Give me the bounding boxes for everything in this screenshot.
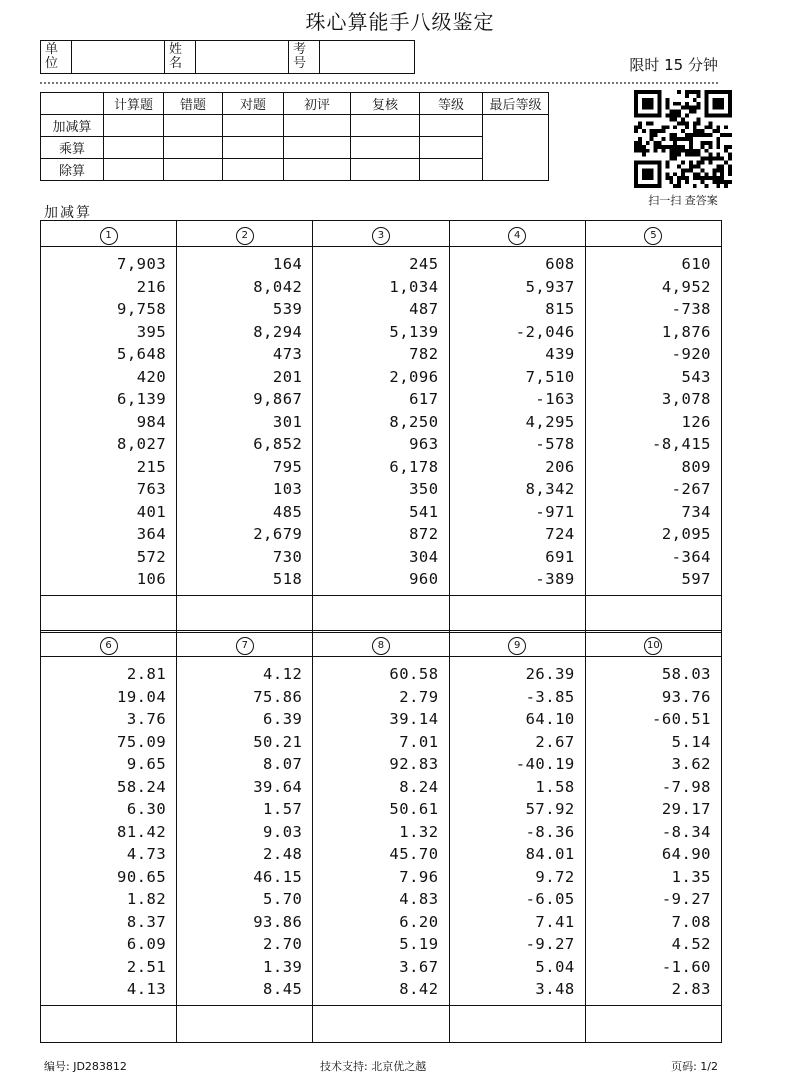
- question-column: [177, 247, 313, 596]
- final-grade-cell[interactable]: [483, 115, 549, 181]
- question-number-value: 29.17: [661, 800, 711, 818]
- section-title: 加减算: [44, 205, 92, 221]
- question-number-value: 2.67: [535, 732, 575, 751]
- question-number-value: 8.07: [263, 755, 303, 773]
- question-number-value: 1.57: [263, 800, 303, 818]
- question-number: 2: [236, 227, 254, 245]
- question-number-value: 473: [272, 345, 303, 363]
- question-header: [41, 631, 177, 657]
- question-number-value: -1.60: [661, 957, 711, 976]
- question-number-value: -163: [535, 390, 575, 408]
- question-number-value: -9.27: [661, 890, 711, 908]
- score-cell[interactable]: [351, 159, 420, 181]
- question-number-value: 617: [409, 390, 439, 408]
- score-cell[interactable]: [104, 137, 164, 159]
- question-number-value: 3.62: [671, 755, 711, 773]
- question-number-value: 1.35: [671, 867, 711, 886]
- question-number-value: 75.86: [253, 687, 303, 706]
- question-header: [585, 631, 721, 657]
- question-number: 9: [508, 637, 526, 655]
- question-number-value: 3,078: [661, 390, 711, 408]
- question-number-value: 691: [545, 547, 575, 566]
- question-number-value: 50.61: [389, 800, 439, 818]
- question-number-value: 809: [681, 457, 711, 476]
- question-number-value: 984: [136, 412, 167, 431]
- question-number-value: 2.51: [126, 957, 167, 976]
- question-number: 8: [372, 637, 390, 655]
- score-cell[interactable]: [420, 137, 483, 159]
- question-number-value: 518: [272, 570, 303, 588]
- question-column: [313, 247, 449, 596]
- question-number-value: -6.05: [525, 890, 575, 908]
- score-cell[interactable]: [164, 159, 223, 181]
- question-number-value: 963: [409, 435, 439, 453]
- question-number-value: 46.15: [253, 867, 303, 886]
- question-header: [177, 221, 313, 247]
- question-number-value: 4,295: [525, 412, 575, 431]
- question-number: 5: [644, 227, 662, 245]
- answer-cell[interactable]: [585, 596, 721, 633]
- score-header: 初评: [284, 93, 351, 115]
- serial-number: 编号: JD283812: [44, 1060, 127, 1073]
- question-number-value: 6,178: [389, 457, 439, 476]
- score-header-empty: [41, 93, 104, 115]
- question-number-value: 7.01: [399, 732, 439, 751]
- question-number-value: 1,034: [389, 277, 439, 296]
- question-number-value: 9.65: [126, 755, 167, 773]
- score-row-label: 除算: [41, 159, 104, 181]
- question-number-value: 3.67: [399, 957, 439, 976]
- answer-cell[interactable]: [449, 1006, 585, 1043]
- question-number-value: 103: [272, 480, 303, 498]
- question-number-value: 58.03: [661, 665, 711, 683]
- question-number-value: 364: [136, 525, 167, 543]
- question-number-value: 872: [409, 525, 439, 543]
- question-number-value: 724: [545, 525, 575, 543]
- question-number-value: 539: [272, 300, 303, 318]
- question-number-value: 19.04: [117, 687, 167, 706]
- tech-support: 技术支持: 北京优之越: [320, 1060, 427, 1073]
- score-table: [40, 92, 549, 181]
- question-number-value: 93.86: [253, 912, 303, 931]
- question-number-value: 5.19: [399, 935, 439, 953]
- name-field[interactable]: [196, 41, 289, 74]
- question-number-value: 8,027: [117, 435, 167, 453]
- question-number-value: 5.14: [671, 732, 711, 751]
- question-number-value: 126: [681, 412, 711, 431]
- page-title: 珠心算能手八级鉴定: [305, 10, 495, 34]
- question-number-value: 5,139: [389, 322, 439, 341]
- question-number: 1: [100, 227, 118, 245]
- question-number-value: 763: [136, 480, 167, 498]
- question-number-value: 5,648: [117, 345, 167, 363]
- question-number-value: 90.65: [117, 867, 167, 886]
- question-number-value: 7.08: [671, 912, 711, 931]
- question-number-value: 7,903: [117, 255, 167, 273]
- question-number-value: 8.42: [399, 980, 439, 998]
- question-number-value: 730: [272, 547, 303, 566]
- answer-cell[interactable]: [585, 1006, 721, 1043]
- question-number-value: 4,952: [661, 277, 711, 296]
- question-number-value: 3.76: [126, 710, 167, 728]
- score-cell[interactable]: [420, 115, 483, 137]
- question-number-value: 5.04: [535, 957, 575, 976]
- question-number-value: -2,046: [515, 322, 575, 341]
- question-number-value: 1,876: [661, 322, 711, 341]
- question-number-value: 81.42: [117, 822, 167, 841]
- question-number-value: 39.64: [253, 777, 303, 796]
- score-cell[interactable]: [223, 159, 284, 181]
- question-number-value: -920: [671, 345, 711, 363]
- question-column: [585, 657, 721, 1006]
- question-number-value: 206: [545, 457, 575, 476]
- question-number-value: 9,758: [117, 300, 167, 318]
- question-number-value: 6.09: [126, 935, 167, 953]
- question-group-2: [40, 630, 722, 1043]
- question-column: [449, 657, 585, 1006]
- question-number-value: 2,095: [661, 525, 711, 543]
- question-number-value: 2.83: [671, 980, 711, 998]
- exam-no-label: [289, 41, 320, 74]
- question-header: [449, 631, 585, 657]
- question-number-value: -8.36: [525, 822, 575, 841]
- question-number-value: 420: [136, 367, 167, 386]
- score-cell[interactable]: [351, 137, 420, 159]
- answer-cell[interactable]: [313, 596, 449, 633]
- question-column: [41, 657, 177, 1006]
- question-number: 6: [100, 637, 118, 655]
- question-number-value: 1.39: [263, 957, 303, 976]
- question-number-value: -60.51: [652, 710, 711, 728]
- question-number-value: 1.32: [399, 822, 439, 841]
- question-number-value: 795: [272, 457, 303, 476]
- question-number-value: 8.24: [399, 777, 439, 796]
- qr-caption: 扫一扫 查答案: [648, 194, 718, 207]
- score-header: 错题: [164, 93, 223, 115]
- question-number-value: 8,250: [389, 412, 439, 431]
- time-limit: 限时 15 分钟: [629, 56, 718, 74]
- question-number-value: -389: [535, 570, 575, 588]
- question-number-value: 8,042: [253, 277, 303, 296]
- question-number-value: 2.48: [263, 845, 303, 863]
- unit-label-text: 单 位: [45, 42, 59, 71]
- question-number-value: 395: [136, 322, 167, 341]
- question-number-value: 6.39: [263, 710, 303, 728]
- question-header: [449, 221, 585, 247]
- question-header: [313, 221, 449, 247]
- question-number-value: -40.19: [515, 755, 575, 773]
- question-number-value: 7,510: [525, 367, 575, 386]
- score-cell[interactable]: [223, 137, 284, 159]
- question-header: [41, 221, 177, 247]
- question-number-value: 2.70: [263, 935, 303, 953]
- score-header: 等级: [420, 93, 483, 115]
- question-column: [41, 247, 177, 596]
- question-header: [585, 221, 721, 247]
- question-number-value: 487: [409, 300, 439, 318]
- question-number-value: 6.20: [399, 912, 439, 931]
- score-cell[interactable]: [351, 115, 420, 137]
- question-number-value: -8.34: [661, 822, 711, 841]
- question-number-value: 4.73: [126, 845, 167, 863]
- question-number-value: 106: [136, 570, 167, 588]
- question-number-value: 485: [272, 502, 303, 521]
- question-number-value: -8,415: [652, 435, 711, 453]
- question-number-value: 610: [681, 255, 711, 273]
- question-header: [313, 631, 449, 657]
- question-number-value: 815: [545, 300, 575, 318]
- question-number-value: 92.83: [389, 755, 439, 773]
- question-number-value: 45.70: [389, 845, 439, 863]
- question-number-value: 8.45: [263, 980, 303, 998]
- question-group-1: [40, 220, 722, 633]
- question-number-value: 64.90: [661, 845, 711, 863]
- question-number-value: 734: [681, 502, 711, 521]
- question-number-value: -267: [671, 480, 711, 498]
- question-column: [585, 247, 721, 596]
- exam-no-label-text: 考 号: [293, 42, 307, 71]
- question-number-value: 50.21: [253, 732, 303, 751]
- score-header: 最后等级: [483, 93, 549, 115]
- candidate-info-box: [40, 40, 415, 74]
- score-cell[interactable]: [104, 115, 164, 137]
- question-number-value: 164: [272, 255, 303, 273]
- question-number-value: 543: [681, 367, 711, 386]
- question-number-value: 597: [681, 570, 711, 588]
- question-number-value: 39.14: [389, 710, 439, 728]
- dotted-divider: [40, 82, 718, 84]
- score-cell[interactable]: [164, 137, 223, 159]
- question-number-value: 2.81: [126, 665, 167, 683]
- score-row-label: 加减算: [41, 115, 104, 137]
- question-number-value: 216: [136, 277, 167, 296]
- question-number-value: 8,342: [525, 480, 575, 498]
- question-number-value: 26.39: [525, 665, 575, 683]
- question-number-value: 5.70: [263, 890, 303, 908]
- question-number-value: 3.48: [535, 980, 575, 998]
- question-number-value: 9.03: [263, 822, 303, 841]
- question-number-value: 9,867: [253, 390, 303, 408]
- qr-code-icon[interactable]: [634, 90, 732, 188]
- question-number-value: 9.72: [535, 867, 575, 886]
- question-number-value: 57.92: [525, 800, 575, 818]
- question-column: [313, 657, 449, 1006]
- question-number-value: 215: [136, 457, 167, 476]
- question-number-value: 93.76: [661, 687, 711, 706]
- answer-cell[interactable]: [41, 1006, 177, 1043]
- question-number-value: 7.41: [535, 912, 575, 931]
- question-number-value: 64.10: [525, 710, 575, 728]
- question-number-value: 782: [409, 345, 439, 363]
- question-number-value: 60.58: [389, 665, 439, 683]
- question-number-value: 401: [136, 502, 167, 521]
- unit-label: [41, 41, 72, 74]
- question-number-value: 201: [272, 367, 303, 386]
- question-number-value: 2,679: [253, 525, 303, 543]
- question-number-value: 4.13: [126, 980, 167, 998]
- question-header: [177, 631, 313, 657]
- question-number-value: 608: [545, 255, 575, 273]
- question-number-value: 5,937: [525, 277, 575, 296]
- question-number-value: 1.82: [126, 890, 167, 908]
- name-label-text: 姓 名: [169, 42, 183, 71]
- answer-cell[interactable]: [177, 596, 313, 633]
- answer-cell[interactable]: [449, 596, 585, 633]
- question-number-value: 439: [545, 345, 575, 363]
- question-number: 3: [372, 227, 390, 245]
- question-number-value: 1.58: [535, 777, 575, 796]
- question-number-value: -3.85: [525, 687, 575, 706]
- question-number: 10: [644, 637, 662, 655]
- question-number-value: 6.30: [126, 800, 167, 818]
- question-number: 4: [508, 227, 526, 245]
- question-number-value: -364: [671, 547, 711, 566]
- question-number-value: 75.09: [117, 732, 167, 751]
- score-cell[interactable]: [104, 159, 164, 181]
- question-column: [449, 247, 585, 596]
- score-row-label: 乘算: [41, 137, 104, 159]
- question-number-value: 7.96: [399, 867, 439, 886]
- question-number-value: -971: [535, 502, 575, 521]
- name-label: [165, 41, 196, 74]
- question-number-value: 84.01: [525, 845, 575, 863]
- question-number-value: 8,294: [253, 322, 303, 341]
- score-cell[interactable]: [223, 115, 284, 137]
- answer-cell[interactable]: [177, 1006, 313, 1043]
- question-number-value: -7.98: [661, 777, 711, 796]
- page-number: 页码: 1/2: [671, 1060, 718, 1073]
- question-number-value: -578: [535, 435, 575, 453]
- question-number-value: 8.37: [126, 912, 167, 931]
- question-number-value: 541: [409, 502, 439, 521]
- question-number-value: 2.79: [399, 687, 439, 706]
- question-number-value: 301: [272, 412, 303, 431]
- question-column: [177, 657, 313, 1006]
- answer-cell[interactable]: [41, 596, 177, 633]
- score-cell[interactable]: [164, 115, 223, 137]
- question-number-value: 2,096: [389, 367, 439, 386]
- score-cell[interactable]: [420, 159, 483, 181]
- question-number: 7: [236, 637, 254, 655]
- question-number-value: 4.83: [399, 890, 439, 908]
- unit-field[interactable]: [72, 41, 165, 74]
- question-number-value: 350: [409, 480, 439, 498]
- question-number-value: -738: [671, 300, 711, 318]
- question-number-value: 4.12: [263, 665, 303, 683]
- answer-cell[interactable]: [313, 1006, 449, 1043]
- question-number-value: -9.27: [525, 935, 575, 953]
- question-number-value: 960: [409, 570, 439, 588]
- question-number-value: 572: [136, 547, 167, 566]
- score-cell[interactable]: [284, 137, 351, 159]
- question-number-value: 6,852: [253, 435, 303, 453]
- question-number-value: 58.24: [117, 777, 167, 796]
- exam-no-field[interactable]: [320, 41, 415, 74]
- question-number-value: 6,139: [117, 390, 167, 408]
- score-cell[interactable]: [284, 159, 351, 181]
- question-number-value: 304: [409, 547, 439, 566]
- score-cell[interactable]: [284, 115, 351, 137]
- score-header: 对题: [223, 93, 284, 115]
- score-header: 计算题: [104, 93, 164, 115]
- score-header: 复核: [351, 93, 420, 115]
- question-number-value: 245: [409, 255, 439, 273]
- question-number-value: 4.52: [671, 935, 711, 953]
